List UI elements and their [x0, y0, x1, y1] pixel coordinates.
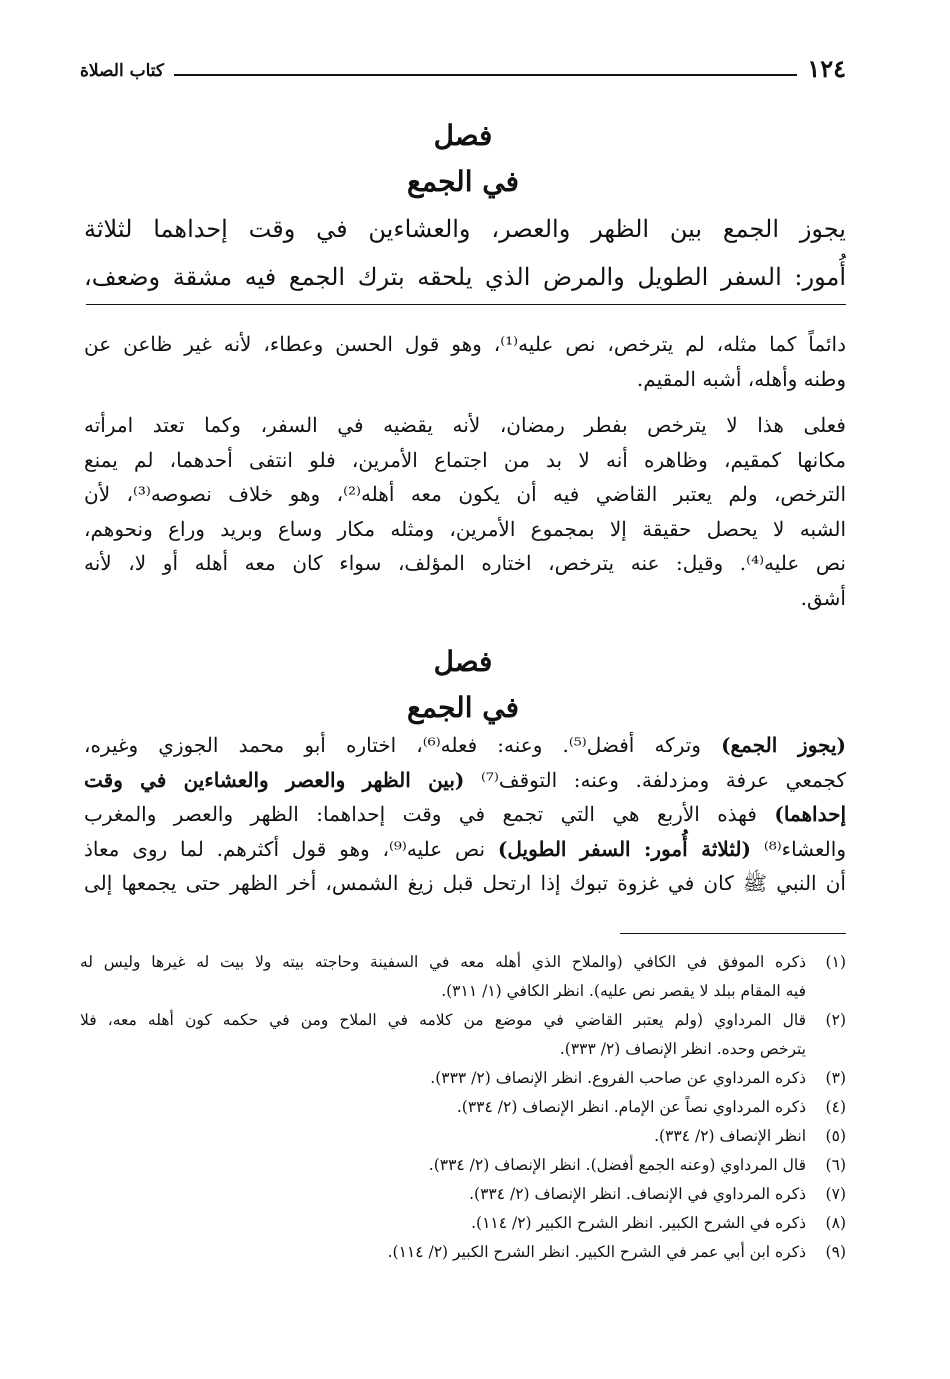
section-subtitle-2: في الجمع [407, 691, 519, 724]
footnote-line: ذكره في الشرح الكبير. انظر الشرح الكبير (٢/ ١١٤). [471, 1214, 806, 1232]
footnote-line: قال المرداوي (ولم يعتبر القاضي في موضع من كلامه في الملاح ومن في حكمه كون أهله معه، فلا [80, 1011, 806, 1029]
text-line: أشق. [800, 585, 846, 610]
text-line: نص عليه⁽⁴⁾. وقيل: عنه يترخص، اختاره المؤلف، سواء كان معه أهله أو لا، لأنه [84, 551, 847, 575]
footnote-item [80, 1006, 846, 1064]
footnote-text [80, 1180, 806, 1209]
footnote-item [80, 1064, 846, 1093]
footnote-line: قال المرداوي (وعنه الجمع أفضل). انظر الإنصاف (٢/ ٣٣٤). [428, 1156, 806, 1174]
text-line: مكانها كمقيم، وظاهره أنه لا بد من اجتماع الأمرين، فلو انتفى أحدهما، لم يمنع [84, 447, 846, 472]
footnote-line: ذكره المرداوي نصاً عن الإمام. انظر الإنصاف (٢/ ٣٣٤). [456, 1098, 806, 1116]
text-line [84, 797, 846, 832]
matn-separator [86, 304, 846, 305]
commentary-text: والعشاء⁽⁸⁾ [750, 836, 846, 861]
footnote-number: (١) [825, 953, 846, 971]
text-line: دائماً كما مثله، لم يترخص، نص عليه⁽¹⁾، وهو قول الحسن وعطاء، لأنه غير ظاعن عن [84, 332, 846, 356]
footnote-line: ذكره الموفق في الكافي (والملاح الذي أهله معه في السفينة وحاجته بيته ولا بيت له غيرها وليس له [80, 953, 806, 971]
footnote-text [80, 1093, 806, 1122]
footnote-item [80, 948, 846, 1006]
section-subtitle-1: في الجمع [407, 165, 519, 198]
matn-line: أُمور: السفر الطويل والمرض الذي يلحقه بترك الجمع فيه مشقة وضعف، [84, 263, 846, 291]
footnote-text [80, 1238, 806, 1267]
commentary-text: نص عليه⁽⁹⁾، وهو قول أكثرهم. لما روى معاذ [84, 836, 498, 861]
footnote-text [80, 1122, 806, 1151]
footnote-text [80, 1006, 806, 1064]
commentary-paragraph-3 [84, 728, 846, 901]
commentary-text: أن النبي ﷺ كان في غزوة تبوك إذا ارتحل قبل زيغ الشمس، أخر الظهر حتى يجمعها إلى [84, 871, 846, 895]
section-title-2: فصل [433, 645, 493, 678]
footnote-item [80, 1180, 846, 1209]
matn-quote: (بين الظهر والعصر والعشاءين في وقت [84, 767, 465, 792]
footnote-number: (٢) [825, 1011, 846, 1029]
section-title-1: فصل [433, 119, 493, 152]
footnote-item [80, 1238, 846, 1267]
text-line: فعلى هذا لا يترخص بفطر رمضان، لأنه يقضيه في السفر، وكما تعتد امرأته [84, 413, 846, 437]
footnote-text [80, 1064, 806, 1093]
footnote-number: (٨) [825, 1214, 846, 1232]
footnote-line: ذكره ابن أبي عمر في الشرح الكبير. انظر الشرح الكبير (٢/ ١١٤). [387, 1243, 806, 1261]
matn-quote: (يجوز الجمع) [721, 733, 846, 757]
footnote-separator [620, 933, 846, 934]
footnote-number: (٦) [825, 1156, 846, 1174]
footnote-text [80, 1151, 806, 1180]
text-line [84, 866, 846, 901]
footnote-item [80, 1122, 846, 1151]
matn-quote: (لثلاثة أُمور: السفر الطويل) [497, 836, 751, 861]
footnote-item [80, 1093, 846, 1122]
text-line: وطنه وأهله، أشبه المقيم. [636, 366, 846, 391]
footnote-item [80, 1151, 846, 1180]
footnote-text [80, 948, 806, 1006]
footnote-line: انظر الإنصاف (٢/ ٣٣٤). [654, 1127, 806, 1145]
matn-text [84, 205, 846, 301]
footnote-line: يترخص وحده. انظر الإنصاف (٢/ ٣٣٣). [559, 1040, 806, 1058]
text-line: الشبه لا يحصل حقيقة إلا بمجموع الأمرين، ومثله مكار وساع وبريد وراع ونحوهم، [84, 516, 846, 541]
commentary-paragraph-1 [84, 327, 846, 396]
footnote-number: (٣) [825, 1069, 846, 1087]
page-number: ١٢٤ [807, 54, 846, 83]
matn-line: يجوز الجمع بين الظهر والعصر، والعشاءين في وقت إحداهما لثلاثة [84, 215, 846, 243]
footnote-line: ذكره المرداوي في الإنصاف. انظر الإنصاف (٢/ ٣٣٤). [469, 1185, 806, 1203]
commentary-text: فهذه الأربع هي التي تجمع في وقت إحداهما: الظهر والعصر والمغرب [84, 802, 775, 826]
footnote-number: (٩) [825, 1243, 846, 1261]
commentary-text: وتركه أفضل⁽⁵⁾. وعنه: فعله⁽⁶⁾، اختاره أبو محمد الجوزي وغيره، [84, 733, 722, 757]
footnote-number: (٧) [825, 1185, 846, 1203]
footnotes-list [80, 948, 846, 1267]
footnote-number: (٥) [825, 1127, 846, 1145]
commentary-paragraph-2 [84, 408, 846, 615]
footnote-line: ذكره المرداوي عن صاحب الفروع. انظر الإنصاف (٢/ ٣٣٣). [430, 1069, 806, 1087]
text-line: الترخص، ولم يعتبر القاضي فيه أن يكون معه أهله⁽²⁾، وهو خلاف نصوصه⁽³⁾، لأن [84, 482, 846, 506]
footnote-line: فيه المقام ببلد لا يقصر نص عليه). انظر الكافي (١/ ٣١١). [441, 982, 806, 1000]
footnote-number: (٤) [825, 1098, 846, 1116]
page-header [80, 52, 846, 82]
header-rule [174, 74, 797, 76]
text-line [84, 763, 846, 798]
book-title: كتاب الصلاة [80, 61, 165, 81]
commentary-text: كجمعي عرفة ومزدلفة. وعنه: التوقف⁽⁷⁾ [464, 767, 846, 792]
text-line [84, 728, 846, 763]
text-line [84, 832, 846, 867]
footnote-item [80, 1209, 846, 1238]
footnote-text [80, 1209, 806, 1238]
matn-quote: إحداهما) [774, 802, 846, 826]
